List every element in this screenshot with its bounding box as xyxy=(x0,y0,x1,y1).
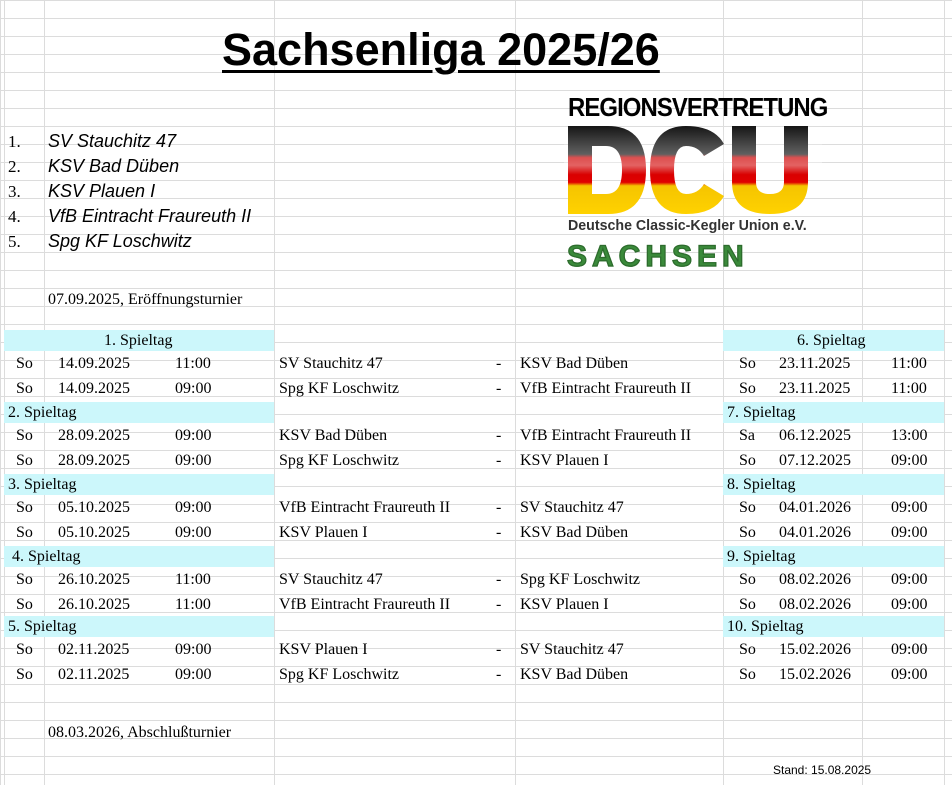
return-game-time: 09:00 xyxy=(891,499,928,516)
return-game-date: 08.02.2026 xyxy=(779,596,851,613)
round-label: 3. Spieltag xyxy=(8,476,77,493)
return-game-day: So xyxy=(739,666,756,683)
return-game-day: So xyxy=(739,355,756,372)
away-team: KSV Plauen I xyxy=(520,596,609,613)
score-separator: - xyxy=(496,452,502,469)
away-team: SV Stauchitz 47 xyxy=(520,499,624,516)
stand-date: Stand: 15.08.2025 xyxy=(773,763,872,777)
game-date: 26.10.2025 xyxy=(58,571,130,588)
game-day: So xyxy=(16,427,33,444)
score-separator: - xyxy=(496,524,502,541)
game-time: 11:00 xyxy=(175,355,211,372)
return-game-date: 06.12.2025 xyxy=(779,427,851,444)
game-day: So xyxy=(16,641,33,658)
return-game-day: Sa xyxy=(739,427,755,444)
return-game-date: 15.02.2026 xyxy=(779,641,851,658)
return-game-day: So xyxy=(739,380,756,397)
home-team: VfB Eintracht Fraureuth II xyxy=(279,499,451,516)
game-day: So xyxy=(16,571,33,588)
return-round-label: 8. Spieltag xyxy=(727,476,796,493)
away-team: Spg KF Loschwitz xyxy=(520,571,640,588)
score-separator: - xyxy=(496,380,502,397)
game-date: 14.09.2025 xyxy=(58,355,130,372)
return-game-day: So xyxy=(739,499,756,516)
team-name: VfB Eintracht Fraureuth II xyxy=(48,206,252,226)
return-game-date: 08.02.2026 xyxy=(779,571,851,588)
away-team: KSV Plauen I xyxy=(520,452,609,469)
return-game-time: 13:00 xyxy=(891,427,928,444)
round-label: 2. Spieltag xyxy=(8,404,77,421)
return-round-label: 6. Spieltag xyxy=(797,332,866,349)
return-game-time: 09:00 xyxy=(891,571,928,588)
opening-tournament: 07.09.2025, Eröffnungsturnier xyxy=(48,291,243,308)
game-date: 05.10.2025 xyxy=(58,524,130,541)
return-game-day: So xyxy=(739,452,756,469)
return-game-time: 09:00 xyxy=(891,666,928,683)
score-separator: - xyxy=(496,596,502,613)
away-team: KSV Bad Düben xyxy=(520,355,629,372)
team-name: KSV Bad Düben xyxy=(48,156,180,176)
team-name: KSV Plauen I xyxy=(48,181,156,201)
away-team: KSV Bad Düben xyxy=(520,524,629,541)
return-game-date: 23.11.2025 xyxy=(779,380,851,397)
return-game-date: 04.01.2026 xyxy=(779,524,851,541)
game-time: 09:00 xyxy=(175,499,212,516)
return-game-time: 09:00 xyxy=(891,452,928,469)
return-game-date: 23.11.2025 xyxy=(779,355,851,372)
home-team: SV Stauchitz 47 xyxy=(279,571,383,588)
game-day: So xyxy=(16,380,33,397)
team-name: SV Stauchitz 47 xyxy=(48,131,177,151)
team-number: 1. xyxy=(8,132,21,151)
home-team: Spg KF Loschwitz xyxy=(279,666,399,683)
return-round-label: 7. Spieltag xyxy=(727,404,796,421)
team-name: Spg KF Loschwitz xyxy=(48,231,192,251)
team-number: 5. xyxy=(8,232,21,251)
round-label: 1. Spieltag xyxy=(104,332,173,349)
return-game-time: 09:00 xyxy=(891,524,928,541)
logo-line-sachsen: SACHSEN xyxy=(567,240,749,273)
score-separator: - xyxy=(496,666,502,683)
game-day: So xyxy=(16,666,33,683)
game-date: 05.10.2025 xyxy=(58,499,130,516)
return-game-time: 09:00 xyxy=(891,596,928,613)
game-day: So xyxy=(16,355,33,372)
dcu-logo xyxy=(564,92,828,273)
game-day: So xyxy=(16,524,33,541)
round-label: 5. Spieltag xyxy=(8,618,77,635)
game-time: 11:00 xyxy=(175,571,211,588)
away-team: KSV Bad Düben xyxy=(520,666,629,683)
return-round-label: 9. Spieltag xyxy=(727,548,796,565)
closing-tournament: 08.03.2026, Abschlußturnier xyxy=(48,724,232,741)
game-time: 09:00 xyxy=(175,452,212,469)
team-number: 3. xyxy=(8,182,21,201)
team-number: 2. xyxy=(8,157,21,176)
game-day: So xyxy=(16,499,33,516)
home-team: Spg KF Loschwitz xyxy=(279,380,399,397)
return-game-date: 15.02.2026 xyxy=(779,666,851,683)
score-separator: - xyxy=(496,641,502,658)
game-date: 14.09.2025 xyxy=(58,380,130,397)
away-team: VfB Eintracht Fraureuth II xyxy=(520,427,692,444)
return-game-day: So xyxy=(739,524,756,541)
game-time: 09:00 xyxy=(175,641,212,658)
return-game-time: 11:00 xyxy=(891,355,927,372)
home-team: VfB Eintracht Fraureuth II xyxy=(279,596,451,613)
return-game-date: 07.12.2025 xyxy=(779,452,851,469)
return-game-day: So xyxy=(739,641,756,658)
home-team: SV Stauchitz 47 xyxy=(279,355,383,372)
score-separator: - xyxy=(496,571,502,588)
logo-line-regionsvertretung: REGIONSVERTRETUNG xyxy=(568,92,828,122)
return-round-label: 10. Spieltag xyxy=(727,618,804,635)
home-team: KSV Plauen I xyxy=(279,524,368,541)
round-label: 4. Spieltag xyxy=(12,548,81,565)
game-day: So xyxy=(16,596,33,613)
return-game-date: 04.01.2026 xyxy=(779,499,851,516)
score-separator: - xyxy=(496,427,502,444)
game-day: So xyxy=(16,452,33,469)
dcu-flag-letters xyxy=(564,124,822,224)
score-separator: - xyxy=(496,499,502,516)
game-date: 02.11.2025 xyxy=(58,666,130,683)
return-game-day: So xyxy=(739,596,756,613)
away-team: VfB Eintracht Fraureuth II xyxy=(520,380,692,397)
page-title: Sachsenliga 2025/26 xyxy=(222,24,660,75)
home-team: KSV Bad Düben xyxy=(279,427,388,444)
away-team: SV Stauchitz 47 xyxy=(520,641,624,658)
home-team: Spg KF Loschwitz xyxy=(279,452,399,469)
game-date: 02.11.2025 xyxy=(58,641,130,658)
logo-line-union: Deutsche Classic-Kegler Union e.V. xyxy=(568,218,807,234)
game-time: 11:00 xyxy=(175,596,211,613)
team-number: 4. xyxy=(8,207,21,226)
game-date: 28.09.2025 xyxy=(58,427,130,444)
game-time: 09:00 xyxy=(175,524,212,541)
return-game-time: 09:00 xyxy=(891,641,928,658)
game-time: 09:00 xyxy=(175,666,212,683)
game-date: 28.09.2025 xyxy=(58,452,130,469)
score-separator: - xyxy=(496,355,502,372)
return-game-day: So xyxy=(739,571,756,588)
game-time: 09:00 xyxy=(175,427,212,444)
return-game-time: 11:00 xyxy=(891,380,927,397)
home-team: KSV Plauen I xyxy=(279,641,368,658)
game-date: 26.10.2025 xyxy=(58,596,130,613)
game-time: 09:00 xyxy=(175,380,212,397)
